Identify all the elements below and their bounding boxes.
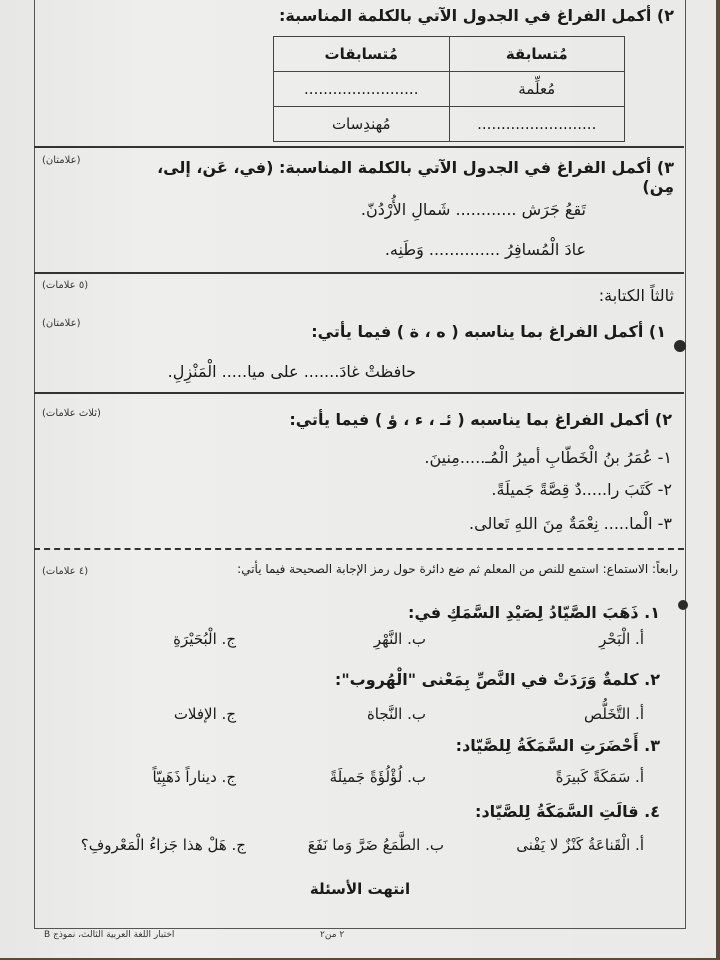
listening-q4-stem: ٤. قالَتِ السَّمَكَةُ لِلصَّيّاد: <box>475 802 660 821</box>
q3-line-2: عادَ الْمُسافِرُ .............. وَطَنِه. <box>384 240 586 259</box>
q2-heading: ٢) أكمل الفراغ في الجدول الآتي بالكلمة المناسبة: <box>278 6 674 25</box>
answer-option[interactable]: أ. الْبَحْرِ <box>599 630 644 648</box>
listening-q1-stem: ١. ذَهَبَ الصَّيّادُ لِصَيْدِ السَّمَكِ في: <box>408 603 660 622</box>
marks-badge: (علامتان) <box>42 318 81 329</box>
answer-option[interactable]: ج. ديناراً ذَهَبِيّاً <box>152 768 236 786</box>
listening-q3-stem: ٣. أَحْضَرَتِ السَّمَكَةُ لِلصَّيّاد: <box>455 736 660 755</box>
writing-q1-heading: ١) أكمل الفراغ بما يناسبه ( ه ، ة ) فيما يأتي: <box>311 322 666 341</box>
table-header-singular: مُتسابقة <box>449 37 625 72</box>
writing-q2-line-1: ١- عُمَرُ بنُ الْخَطّابِ أميرُ الْمُـ.....مِنينَ. <box>424 448 672 467</box>
marks-badge: (٥ علامات) <box>42 280 89 291</box>
answer-option[interactable]: أ. سَمَكَةً كَبيرَةً <box>555 768 644 786</box>
writing-q1-line: حافظتْ غادَ....... على ميا..... الْمَنْزِلِ. <box>167 362 416 381</box>
marks-badge: (ثلاث علامات) <box>42 408 101 419</box>
punch-hole <box>678 600 688 610</box>
divider <box>34 392 684 394</box>
writing-q2-line-3: ٣- الْما..... نِعْمَةٌ مِنَ اللهِ تَعالى. <box>469 514 672 533</box>
footer-exam-title: اختبار اللغة العربية الثالث، نموذج B <box>44 930 175 940</box>
divider <box>34 146 684 148</box>
answer-option[interactable]: ج. هَلْ هذا جَزاءُ الْمَعْروفِ؟ <box>80 836 246 854</box>
answer-option[interactable]: ب. النَّهْرِ <box>373 630 426 648</box>
answer-option[interactable]: أ. التَّخَلُّص <box>584 705 644 723</box>
listening-q2-stem: ٢. كلمةٌ وَرَدَتْ في النَّصِّ بِمَعْنى "الْهُروب": <box>334 670 660 689</box>
table-header-plural: مُتسابقات <box>274 37 450 72</box>
answer-option[interactable]: ج. الْبُحَيْرَةِ <box>173 630 236 648</box>
answer-option[interactable]: ب. لُؤْلُؤَةً جَميلَةً <box>329 768 426 786</box>
writing-q2-heading: ٢) أكمل الفراغ بما يناسبه ( ئـ ، ء ، ؤ ) فيما يأتي: <box>289 410 672 429</box>
table-cell: مُهندِسات <box>274 107 450 142</box>
marks-badge: (علامتان) <box>42 155 81 166</box>
section-title-writing: ثالثاً الكتابة: <box>598 286 674 305</box>
fill-table <box>273 36 625 142</box>
table-cell-blank[interactable]: ........................ <box>274 72 450 107</box>
page-number: ٢ من٢ <box>320 930 345 940</box>
q3-line-1: تَقعُ جَرَش ............ شَمالِ الأُرْدُنّ. <box>360 200 586 219</box>
answer-option[interactable]: أ. الْقَناعَةُ كَنْزٌ لا يَفْنى <box>516 836 644 854</box>
marks-badge: (٤ علامات) <box>42 566 89 577</box>
divider <box>34 272 684 274</box>
table-cell-blank[interactable]: ......................... <box>449 107 625 142</box>
answer-option[interactable]: ب. الطَّمَعُ ضَرَّ وَما نَفَعَ <box>307 836 444 854</box>
answer-option[interactable]: ج. الإفلات <box>173 705 236 723</box>
table-cell: مُعلِّمة <box>449 72 625 107</box>
end-of-questions: انتهت الأسئلة <box>309 880 411 898</box>
listening-heading: رابعاً: الاستماع: استمع للنص من المعلم ثم ضع دائرة حول رمز الإجابة الصحيحة فيما يأتي: <box>237 562 678 576</box>
writing-q2-line-2: ٢- كَتَبَ را.....دٌ قِصَّةً جَميلَةً. <box>491 480 672 499</box>
punch-hole <box>674 340 686 352</box>
answer-option[interactable]: ب. النَّجاة <box>366 705 426 723</box>
divider <box>34 548 684 550</box>
q3-heading: ٣) أكمل الفراغ في الجدول الآتي بالكلمة المناسبة: (في، عَن، إلى، مِن) <box>157 158 674 196</box>
